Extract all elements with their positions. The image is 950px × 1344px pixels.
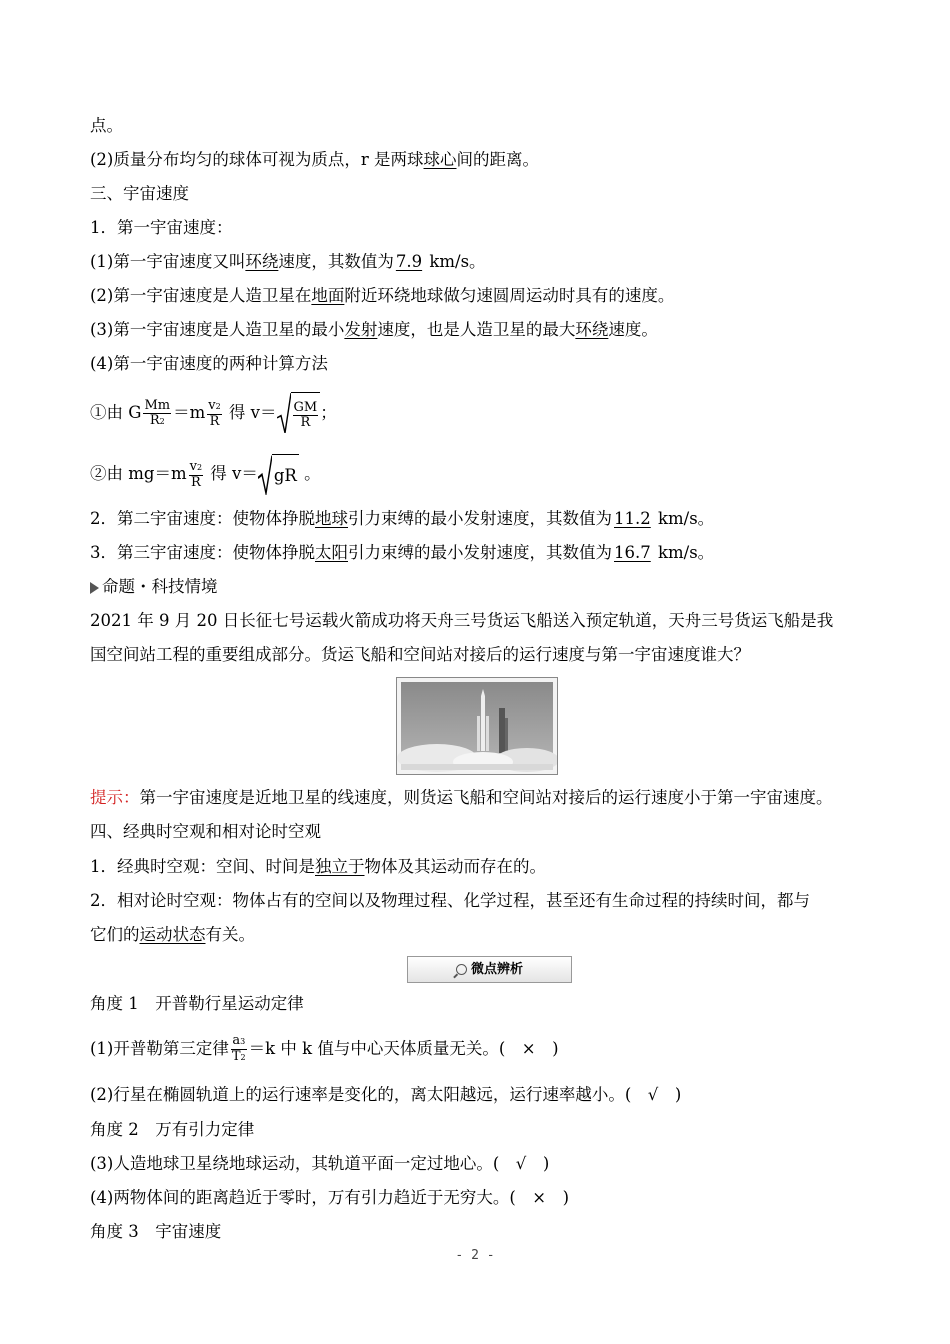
text-line: (4)第一宇宙速度的两种计算方法 bbox=[90, 354, 328, 373]
text-line: 1．经典时空观：空间、时间是独立于物体及其运动而存在的。 bbox=[90, 857, 546, 876]
angle-heading: 角度 1 开普勒行星运动定律 bbox=[90, 994, 304, 1013]
magnifier-icon bbox=[456, 964, 467, 975]
text-line: 它们的运动状态有关。 bbox=[90, 925, 255, 944]
text-line: 2．第二宇宙速度：使物体挣脱地球引力束缚的最小发射速度，其数值为 11.2 km/s。 bbox=[90, 509, 715, 528]
judgement-item: (3)人造地球卫星绕地球运动，其轨道平面一定过地心。( √ ) bbox=[90, 1154, 550, 1173]
sqrt-symbol: $\frac{GM}{R}$ bbox=[277, 392, 321, 435]
micro-point-badge: 微点辨析 bbox=[407, 956, 572, 983]
text-line: 点。 bbox=[90, 116, 123, 135]
rocket-launch-photo bbox=[396, 677, 558, 775]
formula-1: ①由 G $\frac{Mm}{R2}$ ＝m $\frac{v2}{R}$ 得 v＝ $\frac{GM}{R}$ ； bbox=[90, 392, 337, 435]
text-line: (2)第一宇宙速度是人造卫星在地面附近环绕地球做匀速圆周运动时具有的速度。 bbox=[90, 286, 675, 305]
triangle-icon bbox=[90, 582, 99, 594]
angle-heading: 角度 2 万有引力定律 bbox=[90, 1120, 255, 1139]
page-number: - 2 - bbox=[455, 1248, 495, 1263]
angle-heading: 角度 3 宇宙速度 bbox=[90, 1222, 222, 1241]
text-line: 3．第三宇宙速度：使物体挣脱太阳引力束缚的最小发射速度，其数值为 16.7 km/s。 bbox=[90, 543, 715, 562]
text-line: (3)第一宇宙速度是人造卫星的最小发射速度，也是人造卫星的最大环绕速度。 bbox=[90, 320, 658, 339]
fraction: $\frac{v2}{R}$ bbox=[189, 458, 203, 490]
text-line: 2．相对论时空观：物体占有的空间以及物理过程、化学过程，甚至还有生命过程的持续时间，都与 bbox=[90, 891, 810, 910]
hint-line: 提示：第一宇宙速度是近地卫星的线速度，则货运飞船和空间站对接后的运行速度小于第一宇宙速度。 bbox=[90, 788, 833, 807]
context-heading: 命题・科技情境 bbox=[90, 576, 218, 598]
judgement-item: (2)行星在椭圆轨道上的运行速率是变化的，离太阳越远，运行速率越小。( √ ) bbox=[90, 1085, 682, 1104]
text-line: (1)第一宇宙速度又叫环绕速度，其数值为 7.9 km/s。 bbox=[90, 252, 486, 271]
text-line: 2021 年 9 月 20 日长征七号运载火箭成功将天舟三号货运飞船送入预定轨道，天舟三号货运飞船是我 bbox=[90, 611, 834, 630]
text-line: 国空间站工程的重要组成部分。货运飞船和空间站对接后的运行速度与第一宇宙速度谁大？ bbox=[90, 645, 750, 664]
judgement-item: (1)开普勒第三定律 $\frac{a3}{T2}$ ＝k 中 k 值与中心天体质量无关。( × ) bbox=[90, 1033, 559, 1064]
subheading: 1．第一宇宙速度： bbox=[90, 218, 233, 237]
fraction: $\frac{v2}{R}$ bbox=[208, 397, 221, 429]
fraction: $\frac{a3}{T2}$ bbox=[231, 1033, 246, 1064]
fraction: $\frac{Mm}{R2}$ bbox=[144, 397, 171, 428]
judgement-item: (4)两物体间的距离趋近于零时，万有引力趋近于无穷大。( × ) bbox=[90, 1188, 570, 1207]
sqrt-symbol: gR bbox=[258, 454, 299, 495]
section-heading: 三、宇宙速度 bbox=[90, 184, 189, 203]
text-line: (2)质量分布均匀的球体可视为质点，r 是两球球心间的距离。 bbox=[90, 150, 540, 169]
formula-2: ②由 mg＝m $\frac{v2}{R}$ 得 v＝ gR 。 bbox=[90, 454, 321, 495]
section-heading: 四、经典时空观和相对论时空观 bbox=[90, 822, 321, 841]
